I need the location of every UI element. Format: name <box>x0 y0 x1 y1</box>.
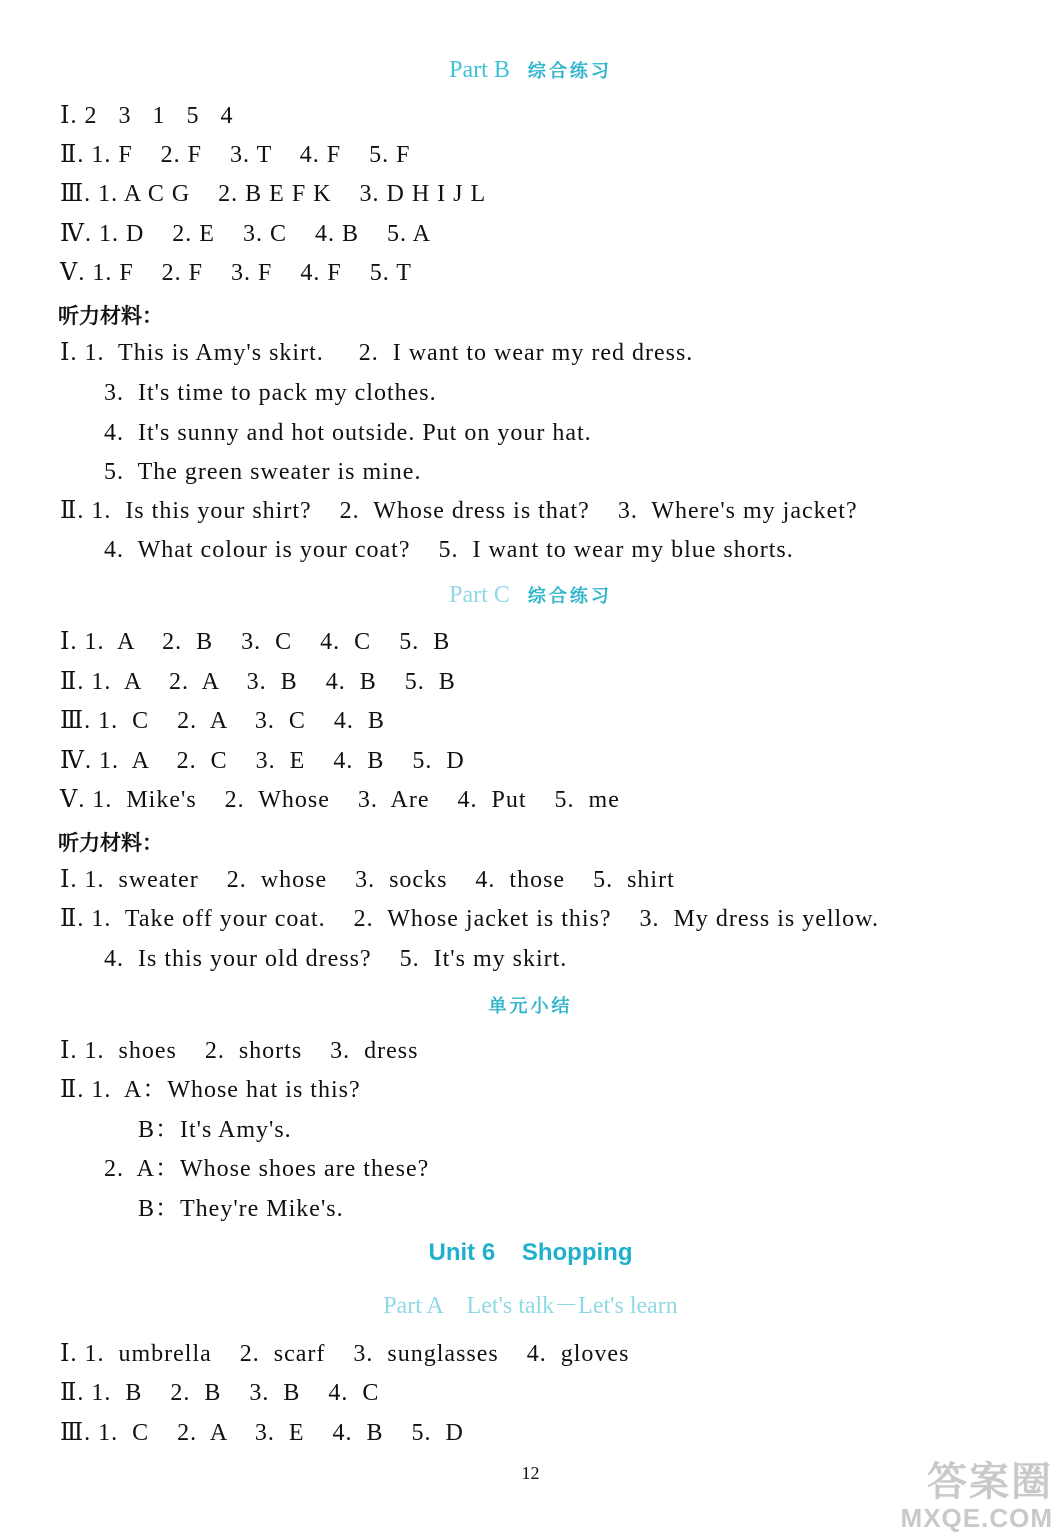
part-b-answer-1: Ⅰ. 2 3 1 5 4 <box>60 103 234 129</box>
part-b-answer-5: Ⅴ. 1. F 2. F 3. F 4. F 5. T <box>60 260 412 286</box>
summary-title: 单元小结 <box>488 996 573 1017</box>
part-b-listening-2: 3. It's time to pack my clothes. <box>104 380 437 406</box>
summary-answer-5: B：They're Mike's. <box>138 1196 344 1222</box>
part-b-title: Part B <box>449 57 510 83</box>
part-b-answer-3: Ⅲ. 1. A C G 2. B E F K 3. D H I J L <box>60 181 487 207</box>
part-c-answer-3: Ⅲ. 1. C 2. A 3. C 4. B <box>60 708 385 734</box>
summary-answer-4: 2. A：Whose shoes are these? <box>104 1156 430 1182</box>
listening-label-b: 听力材料： <box>58 304 163 328</box>
part-b-heading <box>0 55 1061 87</box>
part-c-listening-1: Ⅰ. 1. sweater 2. whose 3. socks 4. those 5. shirt <box>60 867 675 893</box>
part-c-answer-4: Ⅳ. 1. A 2. C 3. E 4. B 5. D <box>60 748 465 774</box>
unit6-heading: Unit 6 Shopping <box>428 1239 633 1266</box>
part-c-listening-2: Ⅱ. 1. Take off your coat. 2. Whose jacket is this? 3. My dress is yellow. <box>60 906 879 932</box>
part-a-answer-3: Ⅲ. 1. C 2. A 3. E 4. B 5. D <box>60 1420 464 1446</box>
watermark-url: MXQE.COM <box>900 1503 1053 1533</box>
part-c-title: Part C <box>449 582 510 608</box>
part-b-listening-4: 5. The green sweater is mine. <box>104 459 422 485</box>
watermark <box>901 1460 1053 1532</box>
part-a-heading: Part A Let's talk－Let's learn <box>383 1293 678 1319</box>
part-c-answer-5: Ⅴ. 1. Mike's 2. Whose 3. Are 4. Put 5. me <box>60 787 620 813</box>
part-b-listening-3: 4. It's sunny and hot outside. Put on your hat. <box>104 420 592 446</box>
part-b-answer-2: Ⅱ. 1. F 2. F 3. T 4. F 5. F <box>60 142 411 168</box>
part-b-answer-4: Ⅳ. 1. D 2. E 3. C 4. B 5. A <box>60 221 431 247</box>
watermark-logo: 答案圈 <box>927 1460 1053 1504</box>
summary-answer-2: Ⅱ. 1. A：Whose hat is this? <box>60 1077 361 1103</box>
part-a-answer-2: Ⅱ. 1. B 2. B 3. B 4. C <box>60 1380 380 1406</box>
part-b-listening-1: Ⅰ. 1. This is Amy's skirt. 2. I want to wear my red dress. <box>60 340 694 366</box>
part-c-listening-3: 4. Is this your old dress? 5. It's my skirt. <box>104 946 568 972</box>
part-c-subtitle: 综合练习 <box>527 586 612 607</box>
summary-answer-1: Ⅰ. 1. shoes 2. shorts 3. dress <box>60 1038 419 1064</box>
page-number: 12 <box>521 1463 540 1483</box>
part-b-listening-5: Ⅱ. 1. Is this your shirt? 2. Whose dress is that? 3. Where's my jacket? <box>60 498 858 524</box>
part-c-heading <box>0 580 1061 612</box>
summary-heading <box>0 990 1061 1022</box>
part-a-answer-1: Ⅰ. 1. umbrella 2. scarf 3. sunglasses 4. gloves <box>60 1341 630 1367</box>
listening-label-c: 听力材料： <box>58 831 163 855</box>
part-b-subtitle: 综合练习 <box>527 61 612 82</box>
part-c-answer-1: Ⅰ. 1. A 2. B 3. C 4. C 5. B <box>60 629 451 655</box>
summary-answer-3: B：It's Amy's. <box>138 1117 292 1143</box>
part-c-answer-2: Ⅱ. 1. A 2. A 3. B 4. B 5. B <box>60 669 456 695</box>
part-b-listening-6: 4. What colour is your coat? 5. I want to wear my blue shorts. <box>104 537 794 563</box>
